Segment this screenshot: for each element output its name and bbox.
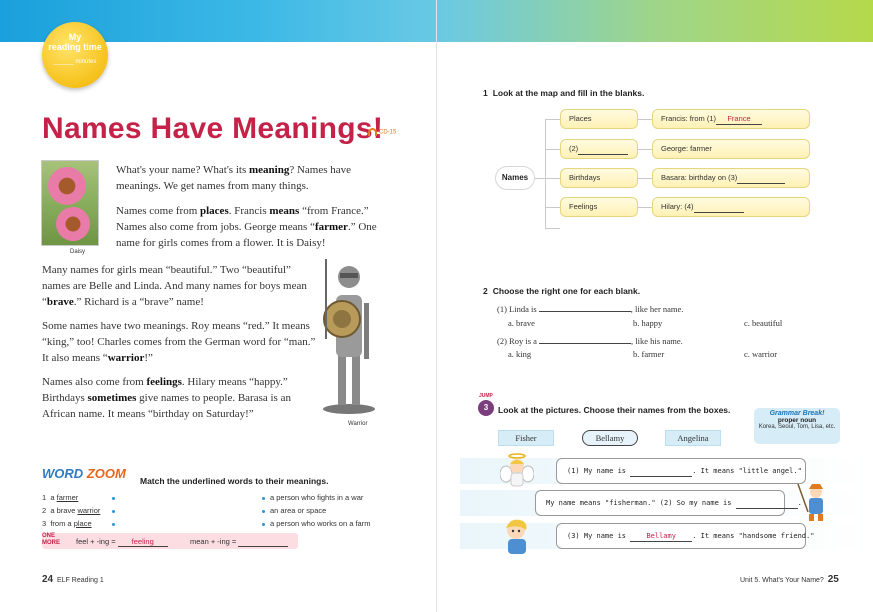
paragraph-4: Some names have two meanings. Roy means “red.” It means “king,” too! Charles comes from the German word for “man.” It also means “warrior!”: [42, 320, 316, 364]
map-line: [535, 178, 545, 179]
page-title: Names Have Meanings!: [42, 112, 384, 145]
word-zoom-logo: WORD ZOOM: [42, 466, 126, 481]
jump-label: JUMP: [479, 393, 493, 399]
map-box-hilary[interactable]: Hilary: (4): [652, 197, 810, 217]
answer-blank[interactable]: feeling: [118, 537, 168, 547]
q2-option[interactable]: a. brave: [508, 318, 535, 328]
map-line: [638, 207, 652, 208]
map-line: [545, 149, 560, 150]
name-option-bellamy[interactable]: Bellamy: [582, 430, 638, 446]
daisy-caption: Daisy: [70, 249, 86, 255]
match-right-item-1: a person who fights in a war: [270, 493, 364, 502]
reading-time-badge: [42, 22, 108, 88]
q2-item-2: (2) Roy is a , like his name.: [497, 336, 683, 346]
word-zoom-heading: Match the underlined words to their meanings.: [140, 476, 329, 486]
match-dot[interactable]: [262, 523, 265, 526]
answer-blank[interactable]: Bellamy: [630, 531, 692, 542]
badge-line-2: reading time: [48, 42, 102, 52]
warrior-figure: [318, 255, 380, 415]
match-right-item-3: a person who works on a farm: [270, 519, 371, 528]
map-line: [638, 119, 652, 120]
q2-heading: 2 Choose the right one for each blank.: [483, 286, 641, 296]
answer-blank[interactable]: [630, 466, 692, 477]
grammar-break-examples: Korea, Seoul, Tom, Lisa, etc.: [758, 424, 836, 430]
daisy-photo: [41, 160, 99, 246]
page-spine: [436, 0, 437, 612]
boy-character: [498, 516, 538, 556]
map-line: [545, 228, 560, 229]
answer-blank[interactable]: [539, 311, 631, 312]
map-box-george: George: farmer: [652, 139, 810, 159]
answer-blank[interactable]: France: [716, 114, 762, 125]
map-line: [638, 178, 652, 179]
answer-blank[interactable]: [238, 537, 288, 547]
headphones-icon[interactable]: [368, 128, 377, 136]
map-center-names: Names: [495, 166, 535, 190]
map-line: [545, 207, 560, 208]
paragraph-3: Many names for girls mean “beautiful.” Two “beautiful” names are Belle and Linda. And many names for boys mean “brave.” Richard is a “brave” name!: [42, 264, 307, 308]
angel-character: [500, 452, 534, 488]
map-line: [638, 149, 652, 150]
folio-right: Unit 5. What's Your Name? 25: [740, 574, 839, 585]
map-box-blank-2[interactable]: (2): [560, 139, 638, 159]
grammar-break-box: [754, 408, 840, 444]
daisy-flower: [48, 167, 86, 205]
map-line: [545, 178, 560, 179]
q1-heading: 1 Look at the map and fill in the blanks.: [483, 88, 645, 98]
q3-heading: Look at the pictures. Choose their names from the boxes.: [498, 405, 731, 415]
map-box-birthdays: Birthdays: [560, 168, 638, 188]
badge-line-1: My: [68, 32, 82, 42]
map-box-places: Places: [560, 109, 638, 129]
one-more-item-1: feel + -ing = feeling: [76, 537, 168, 547]
paragraph-2: Names come from places. Francis means “from France.” Names also come from jobs. George means “farmer.” One name for girls comes from a flower. It is Daisy!: [116, 205, 377, 249]
cd-track[interactable]: [368, 128, 396, 136]
one-more-tag: ONE MORE: [42, 533, 60, 546]
map-line: [545, 119, 546, 229]
grammar-break-title: Grammar Break!: [769, 410, 825, 417]
q2-option[interactable]: b. farmer: [633, 349, 665, 359]
folio-left: 24 ELF Reading 1: [42, 574, 104, 585]
match-dot[interactable]: [112, 510, 115, 513]
paragraph-5: Names also come from feelings. Hilary means “happy.” Birthdays sometimes give names to people. Barasa is an African name. It means “birthday on Saturday!”: [42, 376, 291, 420]
name-option-fisher[interactable]: Fisher: [498, 430, 554, 446]
paragraph-1: What's your name? What's its meaning? Names have meanings. We get names from many things.: [116, 164, 352, 192]
daisy-flower: [56, 207, 90, 241]
map-box-basara[interactable]: Basara: birthday on (3): [652, 168, 810, 188]
q2-option[interactable]: c. warrior: [744, 349, 778, 359]
match-dot[interactable]: [112, 497, 115, 500]
q2-option[interactable]: c. beautiful: [744, 318, 783, 328]
match-left-item-3: 3 from a place: [42, 519, 92, 528]
answer-blank[interactable]: [539, 343, 631, 344]
match-dot[interactable]: [262, 510, 265, 513]
answer-blank[interactable]: [736, 498, 798, 509]
q2-item-1: (1) Linda is , like her name.: [497, 304, 684, 314]
badge-line-3: ______ minutes: [53, 59, 97, 65]
q2-option[interactable]: b. happy: [633, 318, 663, 328]
grammar-break-sub: proper noun: [777, 417, 817, 424]
warrior-caption: Warrior: [348, 421, 368, 427]
speech-bubble-3: (3) My name is Bellamy . It means "handsome friend.": [556, 523, 806, 549]
cd-track-label: CD-15: [379, 129, 397, 136]
q2-option[interactable]: a. king: [508, 349, 532, 359]
match-dot[interactable]: [262, 497, 265, 500]
map-box-feelings: Feelings: [560, 197, 638, 217]
map-line: [545, 119, 560, 120]
match-right-item-2: an area or space: [270, 506, 327, 515]
one-more-bar: [42, 533, 298, 549]
one-more-item-2: mean + -ing =: [190, 537, 288, 547]
map-box-francis[interactable]: Francis: from (1) France: [652, 109, 810, 129]
match-left-item-1: 1 a farmer: [42, 493, 79, 502]
name-option-angelina[interactable]: Angelina: [665, 430, 721, 446]
speech-bubble-2: My name means "fisherman." (2) So my name is .: [535, 490, 785, 516]
match-dot[interactable]: [112, 523, 115, 526]
q3-number-badge: 3: [478, 400, 494, 416]
match-left-item-2: 2 a brave warrior: [42, 506, 101, 515]
speech-bubble-1: (1) My name is . It means "little angel.": [556, 458, 806, 484]
